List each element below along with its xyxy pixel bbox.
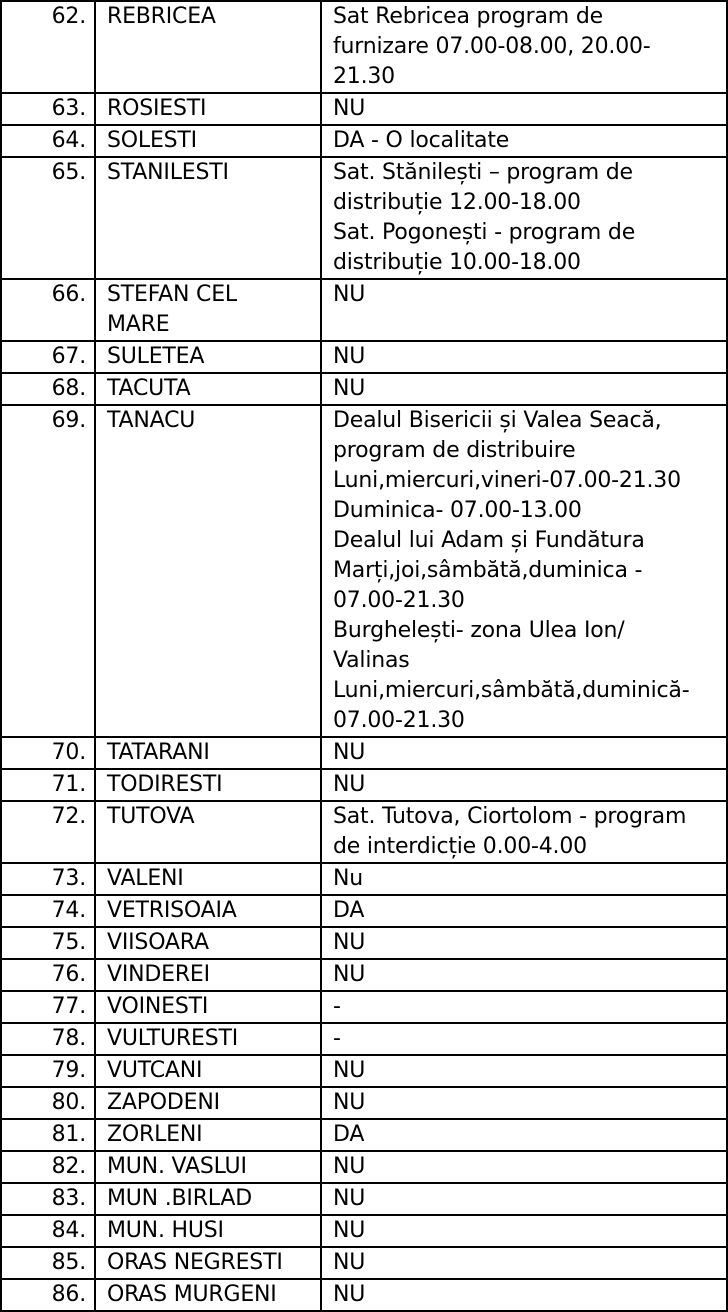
row-number-cell: 62. [1,1,95,93]
row-number-cell: 65. [1,157,95,279]
table-row [1,125,727,157]
schedule-info-cell: NU [321,927,727,959]
locality-name-cell: TATARANI [95,737,321,769]
row-number-cell: 78. [1,1023,95,1055]
locality-name-cell: VULTURESTI [95,1023,321,1055]
schedule-info-cell: Sat Rebricea program de furnizare 07.00-08.00, 20.00- 21.30 [321,1,727,93]
row-number-cell: 64. [1,125,95,157]
locality-name-cell: STEFAN CEL MARE [95,279,321,341]
row-number-cell: 72. [1,801,95,863]
locality-name-cell: VETRISOAIA [95,895,321,927]
locality-name-cell: VUTCANI [95,1055,321,1087]
table-row [1,279,727,341]
locality-name-cell: MUN. VASLUI [95,1151,321,1183]
locality-name-cell: ZORLENI [95,1119,321,1151]
row-number-cell: 71. [1,769,95,801]
schedule-info-cell: Sat. Tutova, Ciortolom - program de interdicție 0.00-4.00 [321,801,727,863]
row-number-cell: 75. [1,927,95,959]
table-row [1,737,727,769]
table-row [1,1247,727,1279]
table-row [1,1055,727,1087]
locality-name-cell: SOLESTI [95,125,321,157]
locality-name-cell: REBRICEA [95,1,321,93]
schedule-info-cell: NU [321,341,727,373]
table-row [1,959,727,991]
row-number-cell: 86. [1,1279,95,1311]
row-number-cell: 74. [1,895,95,927]
table-row [1,769,727,801]
locality-name-cell: VIISOARA [95,927,321,959]
schedule-info-cell: NU [321,1055,727,1087]
schedule-info-cell: - [321,1023,727,1055]
table-row [1,1,727,93]
schedule-info-cell: NU [321,1279,727,1311]
schedule-info-cell: Sat. Stănilești – program de distribuție 12.00-18.00 Sat. Pogonești - program de distribuție 10.00-18.00 [321,157,727,279]
table-row [1,927,727,959]
row-number-cell: 69. [1,405,95,737]
table-row [1,93,727,125]
table-row [1,863,727,895]
locality-name-cell: VINDEREI [95,959,321,991]
row-number-cell: 85. [1,1247,95,1279]
table-row [1,1183,727,1215]
schedule-info-cell: Dealul Bisericii și Valea Seacă, program de distribuire Luni,miercuri,vineri-07.00-21.30 Duminica- 07.00-13.00 Dealul lui Adam și Fundătura Marți,joi,sâmbătă,duminica - 07.00-21.30 Burghelești- zona Ulea Ion/ Valinas Luni,miercuri,sâmbătă,duminică- 07.00-21.30 [321,405,727,737]
row-number-cell: 82. [1,1151,95,1183]
table-row [1,801,727,863]
row-number-cell: 68. [1,373,95,405]
row-number-cell: 81. [1,1119,95,1151]
row-number-cell: 84. [1,1215,95,1247]
locality-name-cell: MUN .BIRLAD [95,1183,321,1215]
row-number-cell: 66. [1,279,95,341]
table-row [1,895,727,927]
table-row [1,405,727,737]
schedule-info-cell: NU [321,93,727,125]
row-number-cell: 73. [1,863,95,895]
table-body [1,1,727,1311]
schedule-info-cell: NU [321,769,727,801]
row-number-cell: 80. [1,1087,95,1119]
table-row [1,1119,727,1151]
schedule-info-cell: NU [321,1183,727,1215]
schedule-info-cell: NU [321,1087,727,1119]
table-row [1,1023,727,1055]
row-number-cell: 79. [1,1055,95,1087]
locality-name-cell: ORAS NEGRESTI [95,1247,321,1279]
row-number-cell: 76. [1,959,95,991]
schedule-info-cell: NU [321,1247,727,1279]
locality-name-cell: ORAS MURGENI [95,1279,321,1311]
row-number-cell: 70. [1,737,95,769]
locality-name-cell: VOINESTI [95,991,321,1023]
schedule-info-cell: NU [321,959,727,991]
row-number-cell: 63. [1,93,95,125]
locality-name-cell: TUTOVA [95,801,321,863]
table-row [1,991,727,1023]
table-row [1,157,727,279]
schedule-info-cell: NU [321,279,727,341]
table-row [1,1151,727,1183]
row-number-cell: 67. [1,341,95,373]
schedule-info-cell: DA [321,1119,727,1151]
locality-name-cell: ZAPODENI [95,1087,321,1119]
table-row [1,341,727,373]
schedule-info-cell: NU [321,1151,727,1183]
locality-name-cell: TANACU [95,405,321,737]
table-row [1,1215,727,1247]
row-number-cell: 83. [1,1183,95,1215]
schedule-info-cell: NU [321,737,727,769]
table-row [1,373,727,405]
locality-name-cell: ROSIESTI [95,93,321,125]
schedule-info-cell: Nu [321,863,727,895]
locality-name-cell: STANILESTI [95,157,321,279]
schedule-info-cell: DA [321,895,727,927]
schedule-info-cell: DA - O localitate [321,125,727,157]
table-row [1,1279,727,1311]
locality-name-cell: TODIRESTI [95,769,321,801]
schedule-info-cell: NU [321,1215,727,1247]
schedule-info-cell: - [321,991,727,1023]
row-number-cell: 77. [1,991,95,1023]
locality-name-cell: VALENI [95,863,321,895]
schedule-info-cell: NU [321,373,727,405]
locality-name-cell: TACUTA [95,373,321,405]
locality-name-cell: MUN. HUSI [95,1215,321,1247]
locality-name-cell: SULETEA [95,341,321,373]
table-row [1,1087,727,1119]
